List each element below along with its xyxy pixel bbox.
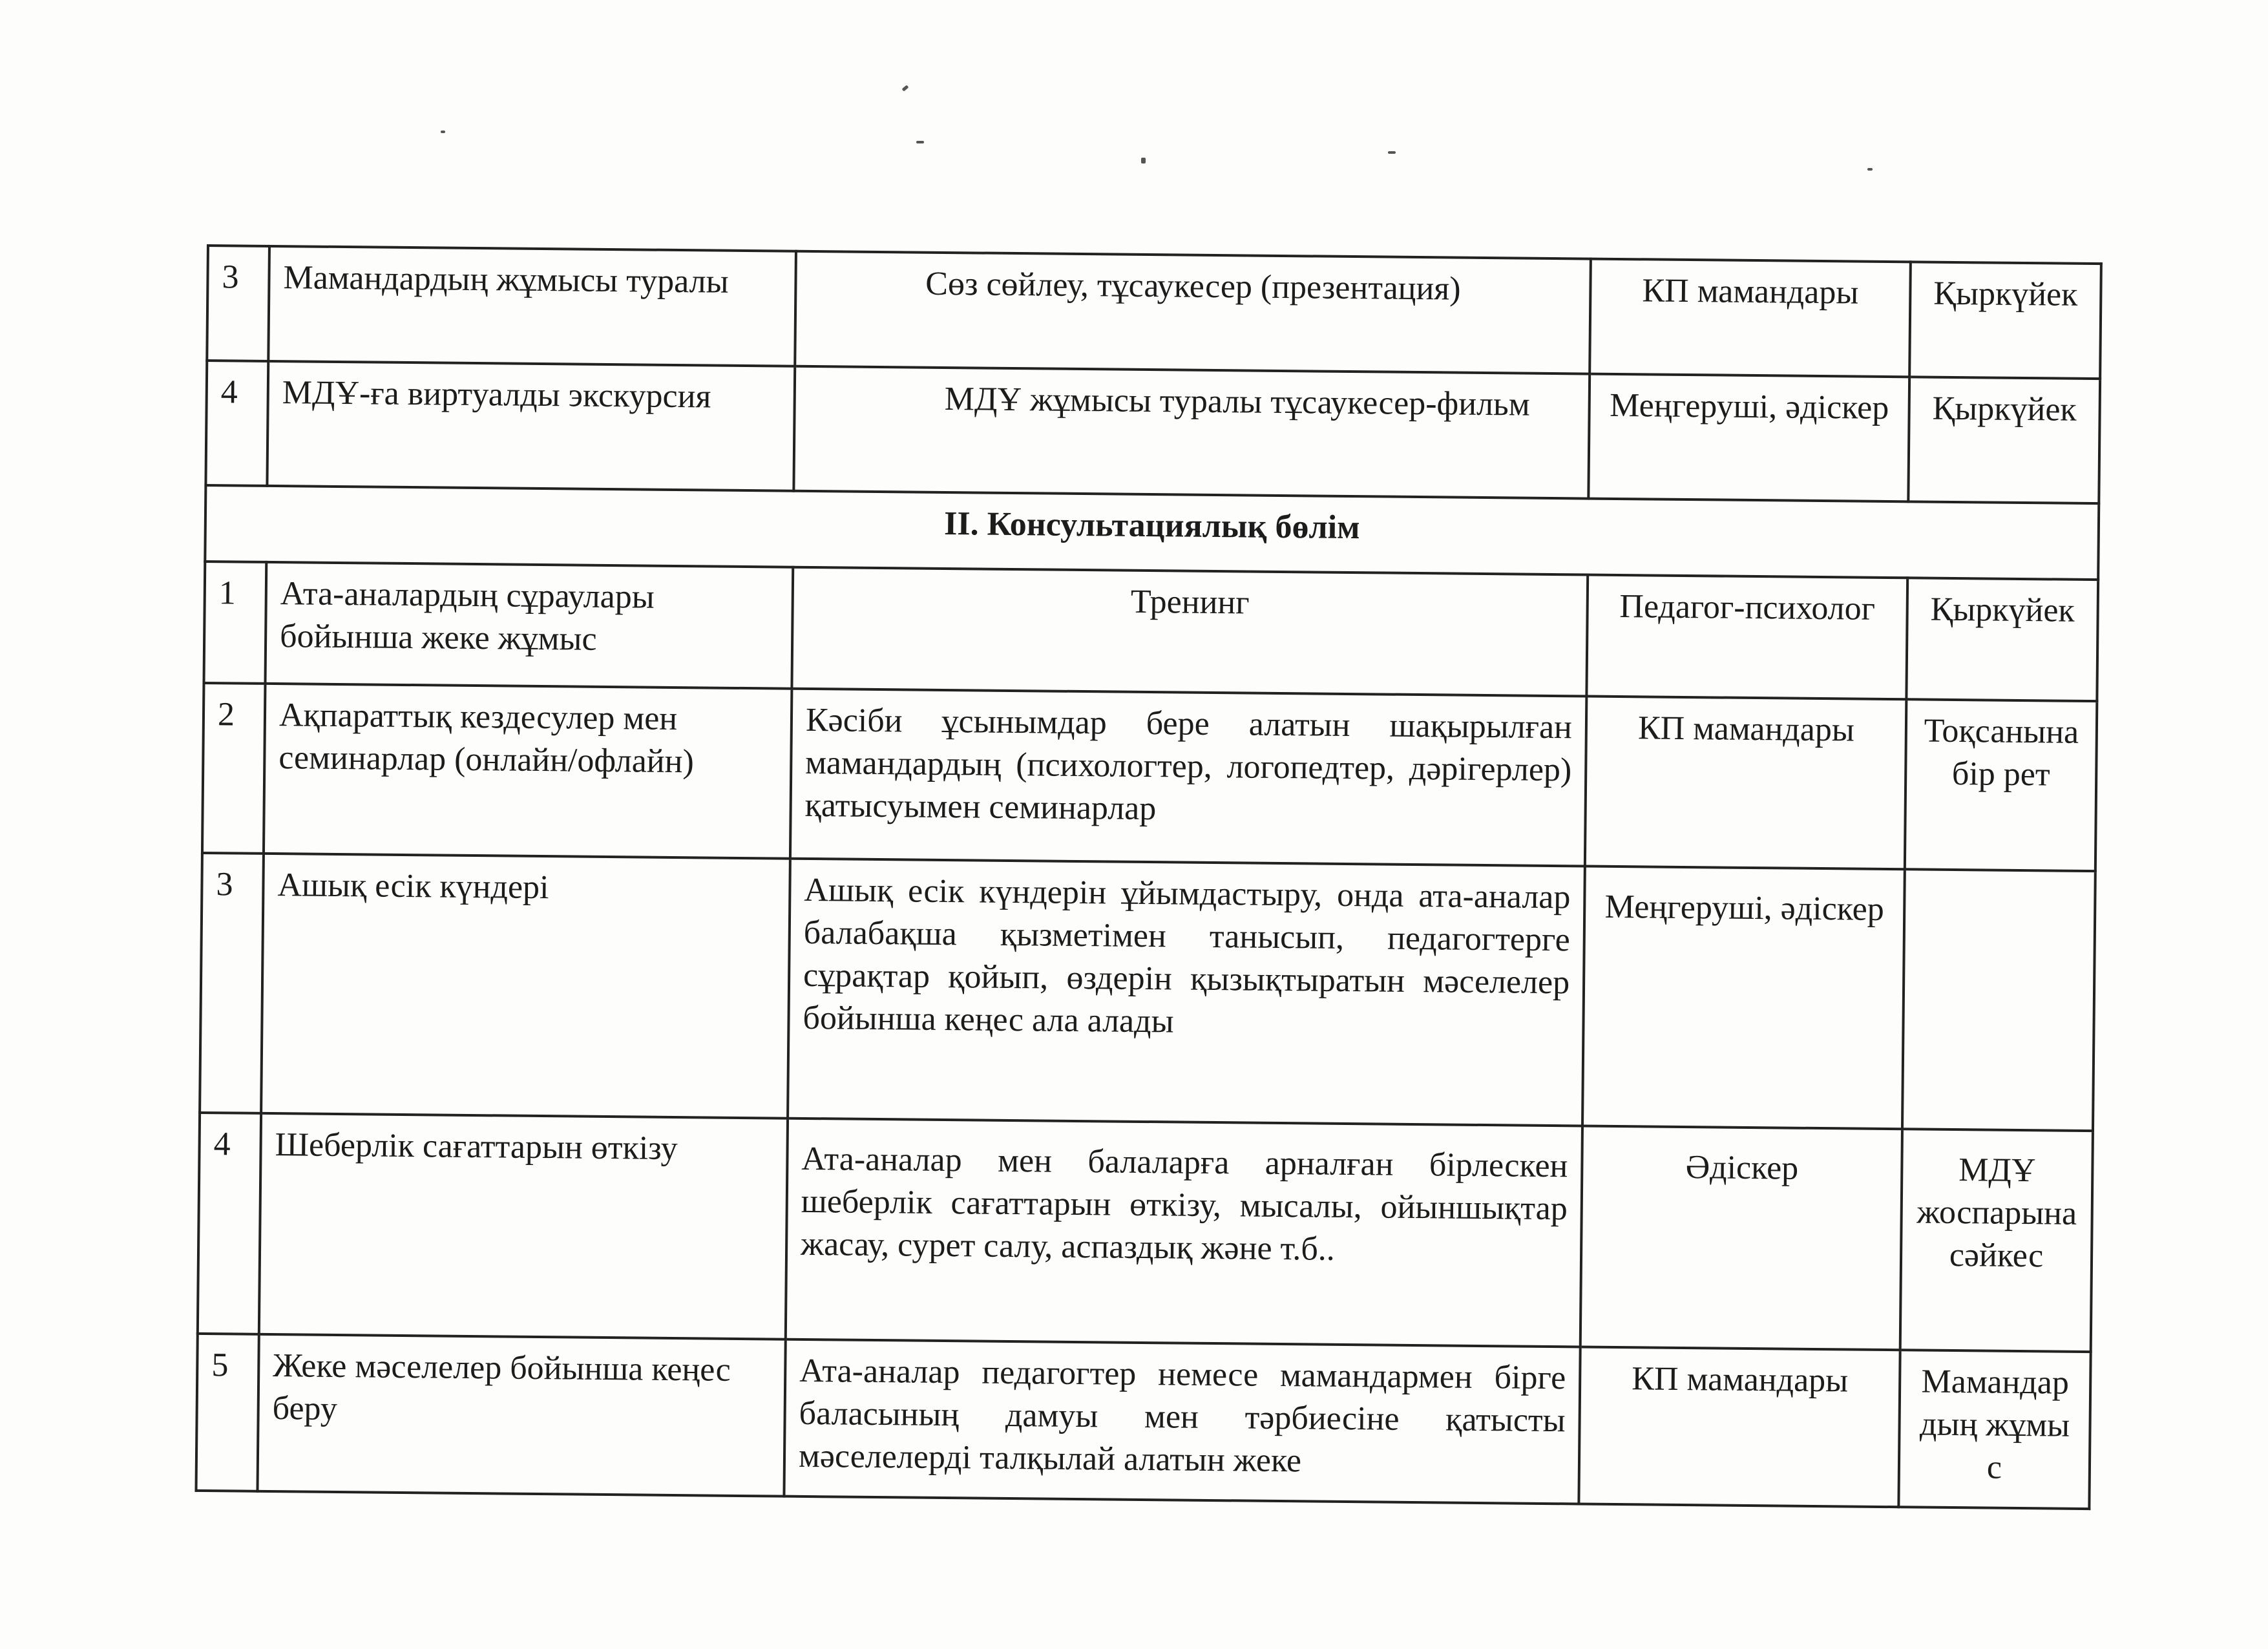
form-cell: Сөз сөйлеу, тұсаукесер (презентация) [795, 251, 1591, 374]
form-cell: Ата-аналар мен балаларға арналған бірлескен шеберлік сағаттарын өткізу, мысалы, ойыншықтар жасау, сурет салу, аспаздық және т.б.. [786, 1119, 1582, 1347]
table-row [202, 683, 2097, 871]
responsible-cell: КП мамандары [1590, 259, 1911, 377]
table-row [198, 1113, 2093, 1352]
deadline-cell: Қыркүйек [1909, 262, 2101, 379]
table-row [205, 361, 2100, 503]
responsible-cell: Меңгеруші, әдіскер [1582, 867, 1905, 1129]
row-number: 3 [200, 853, 264, 1113]
deadline-cell: Қыркүйек [1906, 578, 2098, 701]
topic-cell: Ата-аналардың сұраулары бойынша жеке жұмыс [265, 562, 793, 689]
form-cell: Кәсіби ұсынымдар бере алатын шақырылған мамандардың (психологтер, логопедтер, дәрігерлер) қатысуымен семинарлар [790, 689, 1586, 867]
topic-cell: Ашық есік күндері [261, 854, 790, 1119]
scan-speck [916, 141, 924, 143]
table-row [207, 246, 2101, 379]
topic-cell: Мамандардың жұмысы туралы [268, 246, 796, 366]
row-number: 4 [205, 361, 268, 486]
table-row [204, 562, 2098, 701]
form-cell: Тренинг [792, 567, 1588, 697]
form-cell: Ата-аналар педагогтер немесе мамандармен бірге баласының дамуы мен тәрбиесіне қатысты мәселелерді талқылай алатын жеке [784, 1339, 1580, 1504]
responsible-cell: КП мамандары [1585, 697, 1907, 870]
row-number: 3 [207, 246, 269, 361]
plan-table-container [194, 244, 2099, 1510]
deadline-cell: Мамандардың жұмыс [1898, 1350, 2090, 1509]
responsible-cell: Меңгеруші, әдіскер [1588, 374, 1909, 502]
topic-cell: Ақпараттық кездесулер мен семинарлар (онлайн/офлайн) [264, 684, 792, 859]
scan-speck [1867, 168, 1873, 171]
table-row [200, 853, 2095, 1131]
responsible-cell: Педагог-психолог [1586, 575, 1907, 700]
responsible-cell: КП мамандары [1579, 1347, 1900, 1507]
row-number: 1 [204, 562, 266, 684]
scan-speck [1141, 158, 1146, 163]
topic-cell: Жеке мәселелер бойынша кеңес беру [257, 1334, 785, 1497]
deadline-cell: Тоқсанына бір рет [1905, 699, 2097, 871]
table-row [196, 1334, 2090, 1509]
deadline-cell [1902, 869, 2095, 1131]
row-number: 2 [202, 683, 266, 854]
form-cell: МДҰ жұмысы туралы тұсаукесер-фильм [793, 366, 1590, 499]
section-title: II. Консультациялық бөлім [205, 485, 2099, 580]
deadline-cell: Қыркүйек [1908, 377, 2100, 503]
scan-speck [441, 131, 445, 133]
row-number: 4 [198, 1113, 261, 1334]
deadline-cell: МДҰ жоспарына сәйкес [1900, 1129, 2093, 1352]
scan-speck [902, 85, 909, 91]
topic-cell: Шеберлік сағаттарын өткізу [259, 1113, 788, 1339]
responsible-cell: Әдіскер [1580, 1126, 1902, 1350]
form-cell: Ашық есік күндерін ұйымдастыру, онда ата-аналар балабақша қызметімен танысып, педагогтерге сұрақтар қойып, өздерін қызықтыратын мәселелер бойынша кеңес ала алады [788, 859, 1585, 1126]
plan-table [194, 244, 2102, 1510]
scan-speck [1388, 151, 1396, 154]
row-number: 5 [196, 1334, 258, 1491]
topic-cell: МДҰ-ға виртуалды экскурсия [267, 361, 795, 491]
